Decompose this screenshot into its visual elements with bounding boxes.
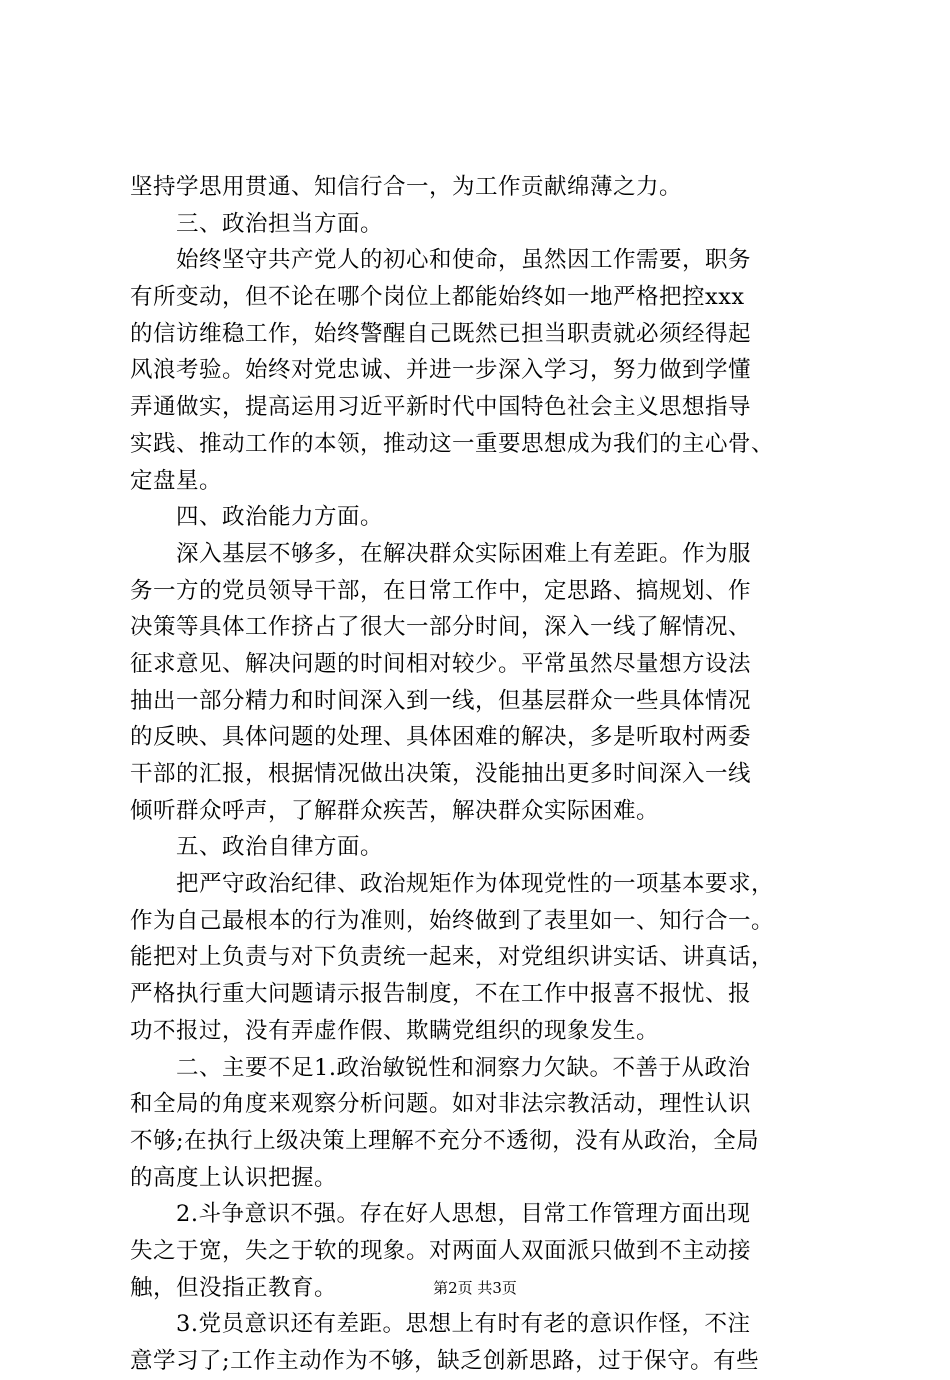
text-line: 务一方的党员领导干部，在日常工作中，定思路、搞规划、作 (130, 577, 752, 604)
text-line: 定盘星。 (130, 467, 223, 494)
text-line: 二、主要不足1.政治敏锐性和洞察力欠缺。不善于从政治 (176, 1054, 751, 1081)
text-line: 倾听群众呼声，了解群众疾苦，解决群众实际困难。 (130, 797, 660, 824)
text-line: 抽出一部分精力和时间深入到一线，但基层群众一些具体情况 (130, 687, 752, 714)
page-footer: 第2页 共3页 (433, 1279, 517, 1297)
text-line: 实践、推动工作的本领，推动这一重要思想成为我们的主心骨、 (130, 430, 775, 457)
text-line: 征求意见、解决问题的时间相对较少。平常虽然尽量想方设法 (130, 650, 752, 677)
text-line: 风浪考验。始终对党忠诚、并进一步深入学习，努力做到学懂 (130, 357, 752, 384)
text-line: 2.斗争意识不强。存在好人思想，目常工作管理方面出现 (176, 1201, 751, 1228)
text-line: 把严守政治纪律、政治规矩作为体现党性的一项基本要求， (176, 871, 775, 898)
text-line: 3.党员意识还有差距。思想上有时有老的意识作怪，不注 (176, 1311, 751, 1338)
body-text (130, 169, 830, 1380)
text-line: 五、政治自律方面。 (176, 834, 384, 861)
text-line: 有所变动，但不论在哪个岗位上都能始终如一地严格把控xxx (130, 284, 745, 311)
text-line: 坚持学思用贯通、知信行合一，为工作贡献绵薄之力。 (130, 174, 683, 200)
text-line: 四、政治能力方面。 (176, 504, 384, 531)
text-line: 能把对上负责与对下负责统一起来，对党组织讲实话、讲真话， (130, 944, 775, 971)
text-line: 触，但没指正教育。 (130, 1274, 338, 1301)
text-line: 不够;在执行上级决策上理解不充分不透彻，没有从政治，全局 (130, 1127, 760, 1154)
text-line: 干部的汇报，根据情况做出决策，没能抽出更多时间深入一线 (130, 761, 752, 787)
text-line: 失之于宽，失之于软的现象。对两面人双面派只做到不主动接 (130, 1237, 752, 1264)
text-line: 始终坚守共产党人的初心和使命，虽然因工作需要，职务 (176, 247, 752, 274)
text-line: 意学习了;工作主动作为不够，缺乏创新思路，过于保守。有些 (130, 1348, 760, 1374)
text-line: 和全局的角度来观察分析问题。如对非法宗教活动，理性认识 (130, 1091, 752, 1118)
text-line: 作为自己最根本的行为准则，始终做到了表里如一、知行合一。 (130, 907, 775, 934)
text-line: 的高度上认识把握。 (130, 1164, 338, 1191)
text-line: 三、政治担当方面。 (176, 210, 384, 237)
text-line: 严格执行重大问题请示报告制度，不在工作中报喜不报忧、报 (130, 981, 752, 1008)
text-line: 的信访维稳工作，始终警醒自己既然已担当职责就必须经得起 (130, 320, 752, 347)
text-line: 弄通做实，提高运用习近平新时代中国特色社会主义思想指导 (130, 394, 752, 421)
text-line: 决策等具体工作挤占了很大一部分时间，深入一线了解情况、 (130, 614, 752, 641)
text-line: 功不报过，没有弄虚作假、欺瞒党组织的现象发生。 (130, 1017, 660, 1044)
text-line: 深入基层不够多，在解决群众实际困难上有差距。作为服 (176, 540, 752, 567)
text-line: 的反映、具体问题的处理、具体困难的解决，多是听取村两委 (130, 724, 752, 751)
